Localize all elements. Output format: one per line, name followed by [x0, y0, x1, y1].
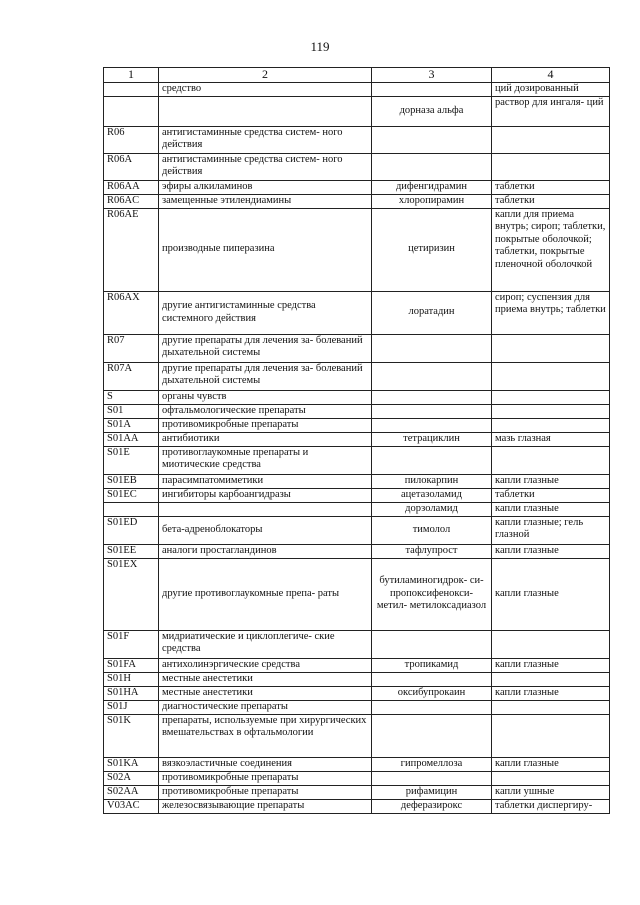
group-name: другие антигистаминные средства системного действия	[159, 291, 372, 334]
dosage-form: капли глазные	[492, 558, 610, 630]
table-row	[104, 126, 610, 153]
table-row	[104, 390, 610, 404]
atc-code: S01J	[104, 700, 159, 714]
atc-code: R07	[104, 334, 159, 362]
table-row	[104, 488, 610, 502]
dosage-form: капли глазные	[492, 474, 610, 488]
dosage-form: таблетки	[492, 488, 610, 502]
dosage-form: ций дозированный	[492, 83, 610, 97]
table-row	[104, 153, 610, 180]
table-row	[104, 404, 610, 418]
atc-code: S01EB	[104, 474, 159, 488]
atc-code: R06AE	[104, 208, 159, 291]
substance	[372, 700, 492, 714]
drug-table	[103, 67, 610, 814]
dosage-form: таблетки	[492, 194, 610, 208]
dosage-form: раствор для ингаля- ций	[492, 96, 610, 126]
table-row	[104, 544, 610, 558]
table-row	[104, 362, 610, 390]
table-row	[104, 180, 610, 194]
group-name: местные анестетики	[159, 686, 372, 700]
table-row	[104, 334, 610, 362]
table-row	[104, 291, 610, 334]
substance: тимолол	[372, 516, 492, 544]
header-cell: 2	[159, 68, 372, 83]
dosage-form: капли для приема внутрь; сироп; таблетки, покрытые оболочкой; таблетки, покрытые пленочной оболочкой	[492, 208, 610, 291]
table-row	[104, 558, 610, 630]
group-name: парасимпатомиметики	[159, 474, 372, 488]
atc-code: R06	[104, 126, 159, 153]
table-row	[104, 474, 610, 488]
atc-code: S02A	[104, 771, 159, 785]
substance: пилокарпин	[372, 474, 492, 488]
dosage-form	[492, 404, 610, 418]
substance	[372, 771, 492, 785]
table-row	[104, 630, 610, 658]
atc-code: S01H	[104, 672, 159, 686]
dosage-form: сироп; суспензия для приема внутрь; таблетки	[492, 291, 610, 334]
table-row	[104, 194, 610, 208]
dosage-form	[492, 362, 610, 390]
group-name: органы чувств	[159, 390, 372, 404]
group-name: противомикробные препараты	[159, 418, 372, 432]
dosage-form: таблетки диспергиру-	[492, 799, 610, 813]
dosage-form: таблетки	[492, 180, 610, 194]
table-row	[104, 700, 610, 714]
substance	[372, 126, 492, 153]
group-name: диагностические препараты	[159, 700, 372, 714]
substance: цетиризин	[372, 208, 492, 291]
header-cell: 3	[372, 68, 492, 83]
dosage-form	[492, 672, 610, 686]
atc-code: S01ED	[104, 516, 159, 544]
dosage-form	[492, 446, 610, 474]
substance: дорзоламид	[372, 502, 492, 516]
atc-code: R06AC	[104, 194, 159, 208]
group-name: эфиры алкиламинов	[159, 180, 372, 194]
table-row	[104, 446, 610, 474]
substance: гипромеллоза	[372, 757, 492, 771]
atc-code: S01EE	[104, 544, 159, 558]
atc-code: S01EX	[104, 558, 159, 630]
group-name: антигистаминные средства систем- ного действия	[159, 153, 372, 180]
table-row	[104, 672, 610, 686]
substance: бутиламиногидрок- си- пропоксифенокси- метил- метилоксадиазол	[372, 558, 492, 630]
atc-code	[104, 502, 159, 516]
dosage-form	[492, 418, 610, 432]
table-row	[104, 785, 610, 799]
atc-code: S01E	[104, 446, 159, 474]
atc-code: S01KA	[104, 757, 159, 771]
table-header-row	[104, 68, 610, 83]
table-row	[104, 757, 610, 771]
substance: ацетазоламид	[372, 488, 492, 502]
group-name	[159, 502, 372, 516]
group-name: антигистаминные средства систем- ного действия	[159, 126, 372, 153]
table-row	[104, 502, 610, 516]
atc-code: R07A	[104, 362, 159, 390]
atc-code: S02AA	[104, 785, 159, 799]
group-name: противоглаукомные препараты и миотические средства	[159, 446, 372, 474]
substance	[372, 714, 492, 757]
dosage-form: капли глазные	[492, 757, 610, 771]
dosage-form: капли ушные	[492, 785, 610, 799]
substance	[372, 672, 492, 686]
substance	[372, 404, 492, 418]
atc-code: S01EC	[104, 488, 159, 502]
group-name	[159, 96, 372, 126]
dosage-form: капли глазные; гель глазной	[492, 516, 610, 544]
atc-code	[104, 96, 159, 126]
dosage-form	[492, 390, 610, 404]
substance	[372, 630, 492, 658]
substance: лоратадин	[372, 291, 492, 334]
table-row	[104, 432, 610, 446]
substance: оксибупрокаин	[372, 686, 492, 700]
atc-code: S01K	[104, 714, 159, 757]
dosage-form: капли глазные	[492, 502, 610, 516]
table-row	[104, 516, 610, 544]
group-name: замещенные этилендиамины	[159, 194, 372, 208]
page-number: 119	[310, 39, 330, 54]
atc-code: R06AX	[104, 291, 159, 334]
group-name: другие препараты для лечения за- болеваний дыхательной системы	[159, 334, 372, 362]
atc-code: S01F	[104, 630, 159, 658]
group-name: железосвязывающие препараты	[159, 799, 372, 813]
group-name: офтальмологические препараты	[159, 404, 372, 418]
dosage-form	[492, 714, 610, 757]
table-row	[104, 83, 610, 97]
atc-code	[104, 83, 159, 97]
substance	[372, 446, 492, 474]
substance	[372, 390, 492, 404]
group-name: мидриатические и циклоплегиче- ские средства	[159, 630, 372, 658]
atc-code: R06A	[104, 153, 159, 180]
header-cell: 4	[492, 68, 610, 83]
group-name: производные пиперазина	[159, 208, 372, 291]
atc-code: V03AC	[104, 799, 159, 813]
group-name: другие противоглаукомные препа- раты	[159, 558, 372, 630]
group-name: препараты, используемые при хирургических вмешательствах в офтальмологии	[159, 714, 372, 757]
table-row	[104, 686, 610, 700]
substance	[372, 83, 492, 97]
atc-code: S01A	[104, 418, 159, 432]
substance	[372, 153, 492, 180]
group-name: противомикробные препараты	[159, 785, 372, 799]
group-name: антибиотики	[159, 432, 372, 446]
dosage-form	[492, 126, 610, 153]
table-row	[104, 96, 610, 126]
substance: тафлупрост	[372, 544, 492, 558]
group-name: вязкоэластичные соединения	[159, 757, 372, 771]
atc-code: S01AA	[104, 432, 159, 446]
dosage-form: мазь глазная	[492, 432, 610, 446]
table-row	[104, 799, 610, 813]
substance: дифенгидрамин	[372, 180, 492, 194]
table-row	[104, 208, 610, 291]
dosage-form	[492, 771, 610, 785]
dosage-form: капли глазные	[492, 658, 610, 672]
atc-code: S01	[104, 404, 159, 418]
table-row	[104, 771, 610, 785]
table-row	[104, 714, 610, 757]
table-row	[104, 658, 610, 672]
substance: тропикамид	[372, 658, 492, 672]
substance	[372, 334, 492, 362]
substance	[372, 418, 492, 432]
group-name: местные анестетики	[159, 672, 372, 686]
atc-code: S01HA	[104, 686, 159, 700]
group-name: средство	[159, 83, 372, 97]
atc-code: S01FA	[104, 658, 159, 672]
dosage-form: капли глазные	[492, 544, 610, 558]
table-row	[104, 418, 610, 432]
substance: дорназа альфа	[372, 96, 492, 126]
dosage-form	[492, 630, 610, 658]
substance: деферазирокс	[372, 799, 492, 813]
substance	[372, 362, 492, 390]
group-name: аналоги простагландинов	[159, 544, 372, 558]
atc-code: R06AA	[104, 180, 159, 194]
atc-code: S	[104, 390, 159, 404]
group-name: противомикробные препараты	[159, 771, 372, 785]
group-name: ингибиторы карбоангидразы	[159, 488, 372, 502]
header-cell: 1	[104, 68, 159, 83]
dosage-form: капли глазные	[492, 686, 610, 700]
group-name: бета-адреноблокаторы	[159, 516, 372, 544]
group-name: антихолинэргические средства	[159, 658, 372, 672]
substance: тетрациклин	[372, 432, 492, 446]
substance: хлоропирамин	[372, 194, 492, 208]
substance: рифамицин	[372, 785, 492, 799]
dosage-form	[492, 334, 610, 362]
dosage-form	[492, 700, 610, 714]
group-name: другие препараты для лечения за- болеваний дыхательной системы	[159, 362, 372, 390]
dosage-form	[492, 153, 610, 180]
